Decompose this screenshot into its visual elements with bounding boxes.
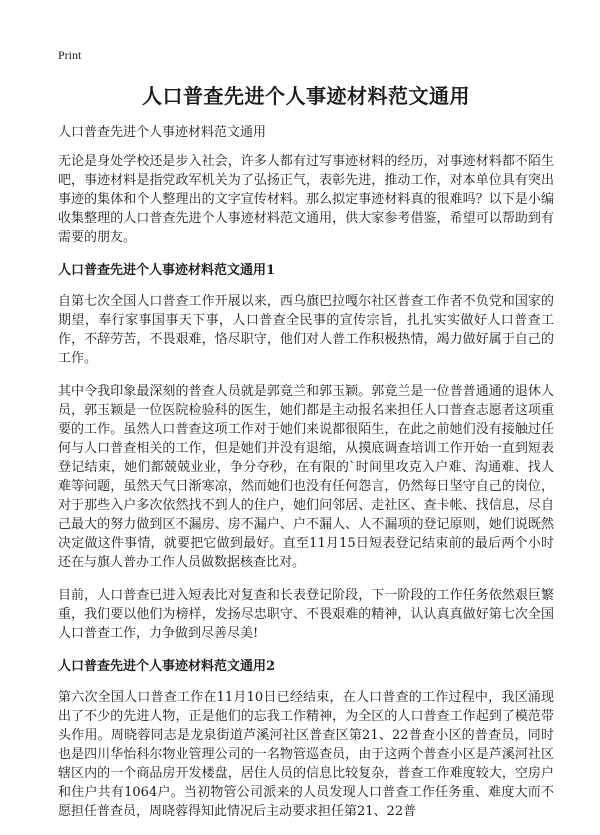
section-paragraph: 自第七次全国人口普查工作开展以来，西乌旗巴拉嘎尔社区普查工作者不负党和国家的期望，奉行家事国事天下事，人口普查全民事的宣传宗旨，扎扎实实做好人口普查工作，不辞劳苦，不畏艰难，恪尽职守，他们对人普工作积极热情，竭力做好属于自己的工作。 (58, 294, 554, 366)
section-paragraph: 第六次全国人口普查工作在11月10日已经结束，在人口普查的工作过程中，我区涌现出了不少的先进人物，正是他们的忘我工作精神，为全区的人口普查工作起到了模范带头作用。周晓蓉同志是龙泉街道芦溪河社区普查区第21、22普查小区的普查员，同时也是四川华怡科尔物业管理公司的一名物管巡查员，由于这两个普查小区是芦溪河社区辖区内的一个商品房开发楼盘，居住人员的信息比较复杂，普查工作难度较大，空房户和住户共有1064户。当初物管公司派来的人员发现人口普查工作任务重、难度大而不愿担任普查员，周晓蓉得知此情况后主动要求担任第21、22普 (58, 690, 554, 819)
document-body (58, 152, 554, 835)
section-heading: 人口普查先进个人事迹材料范文通用1 (58, 263, 276, 278)
section-paragraph: 其中令我印象最深刻的普查人员就是郭竟兰和郭玉颖。郭竟兰是一位普普通通的退休人员，郭玉颖是一位医院检验科的医生，她们都是主动报名来担任人口普查志愿者这项重要的工作。虽然人口普查这项工作对于她们来说都很陌生，在此之前她们没有接触过任何与人口普查相关的工作，但是她们并没有退缩，从摸底调查培训工作开始一直到短表登记结束，她们都兢兢业业，争分夺秒，在有限的`时间里攻克入户难、沟通难、找人难等问题，虽然天气日渐寒凉，然而她们也没有任何怨言，仍然每日坚守自己的岗位，对于那些入户多次依然找不到人的住户，她们问邻居、走社区、查卡帐、找信息，尽自己最大的努力做到区不漏房、房不漏户、户不漏人、人不漏项的登记原则，她们说既然决定做这件事情，就要把它做到最好。直至11月15日短表登记结束前的最后两个小时还在与旗人普办工作人员做数据核查比对。 (58, 384, 554, 570)
document-title: 人口普查先进个人事迹材料范文通用 (142, 84, 470, 108)
section-paragraph: 目前，人口普查已进入短表比对复查和长表登记阶段，下一阶段的工作任务依然艰巨繁重，我们要以他们为榜样，发扬尽忠职守、不畏艰难的精神，认认真真做好第七次全国人口普查工作，力争做到尽善尽美! (58, 588, 554, 641)
intro-paragraph: 无论是身处学校还是步入社会，许多人都有过写事迹材料的经历，对事迹材料都不陌生吧，事迹材料是指党政军机关为了弘扬正气，表彰先进，推动工作，对本单位具有突出事迹的集体和个人整理出的文字宣传材料。那么拟定事迹材料真的很难吗？以下是小编收集整理的人口普查先进个人事迹材料范文通用，供大家参考借鉴，希望可以帮助到有需要的朋友。 (58, 154, 554, 245)
document-subtitle: 人口普查先进个人事迹材料范文通用 (58, 125, 267, 140)
section-heading: 人口普查先进个人事迹材料范文通用2 (58, 659, 276, 674)
print-link[interactable]: Print (58, 48, 82, 62)
